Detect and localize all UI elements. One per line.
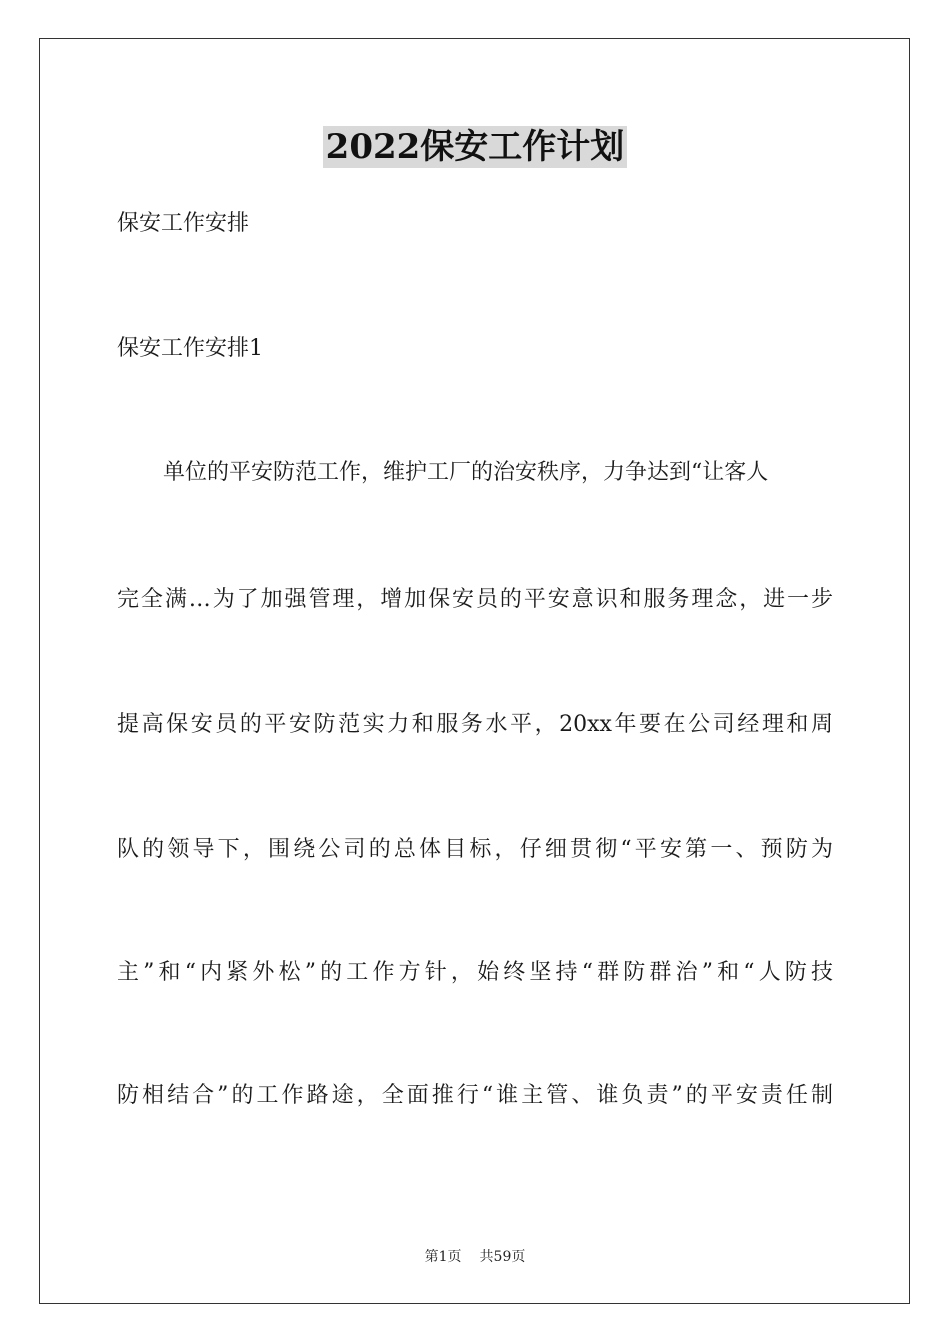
page-total: 共59页 (479, 1249, 526, 1265)
paragraph-line: 主”和“内紧外松”的工作方针，始终坚持“群防群治”和“人防技 (117, 960, 833, 985)
subheading-line: 保安工作安排1 (117, 336, 263, 361)
document-title: 2022保安工作计划 (323, 126, 628, 168)
paragraph-line: 单位的平安防范工作，维护工厂的治安秩序，力争达到“让客人 (163, 460, 769, 485)
paragraph-line: 队的领导下，围绕公司的总体目标，仔细贯彻“平安第一、预防为 (117, 837, 833, 862)
paragraph-line: 提高保安员的平安防范实力和服务水平，20xx年要在公司经理和周 (117, 712, 833, 737)
page-number: 第1页 (424, 1249, 462, 1265)
title-container (0, 126, 950, 168)
paragraph-line: 完全满…为了加强管理，增加保安员的平安意识和服务理念，进一步 (117, 587, 833, 612)
heading-line: 保安工作安排 (117, 211, 250, 236)
page-footer (0, 1246, 950, 1266)
paragraph-line: 防相结合”的工作路途，全面推行“谁主管、谁负责”的平安责任制 (117, 1083, 833, 1108)
